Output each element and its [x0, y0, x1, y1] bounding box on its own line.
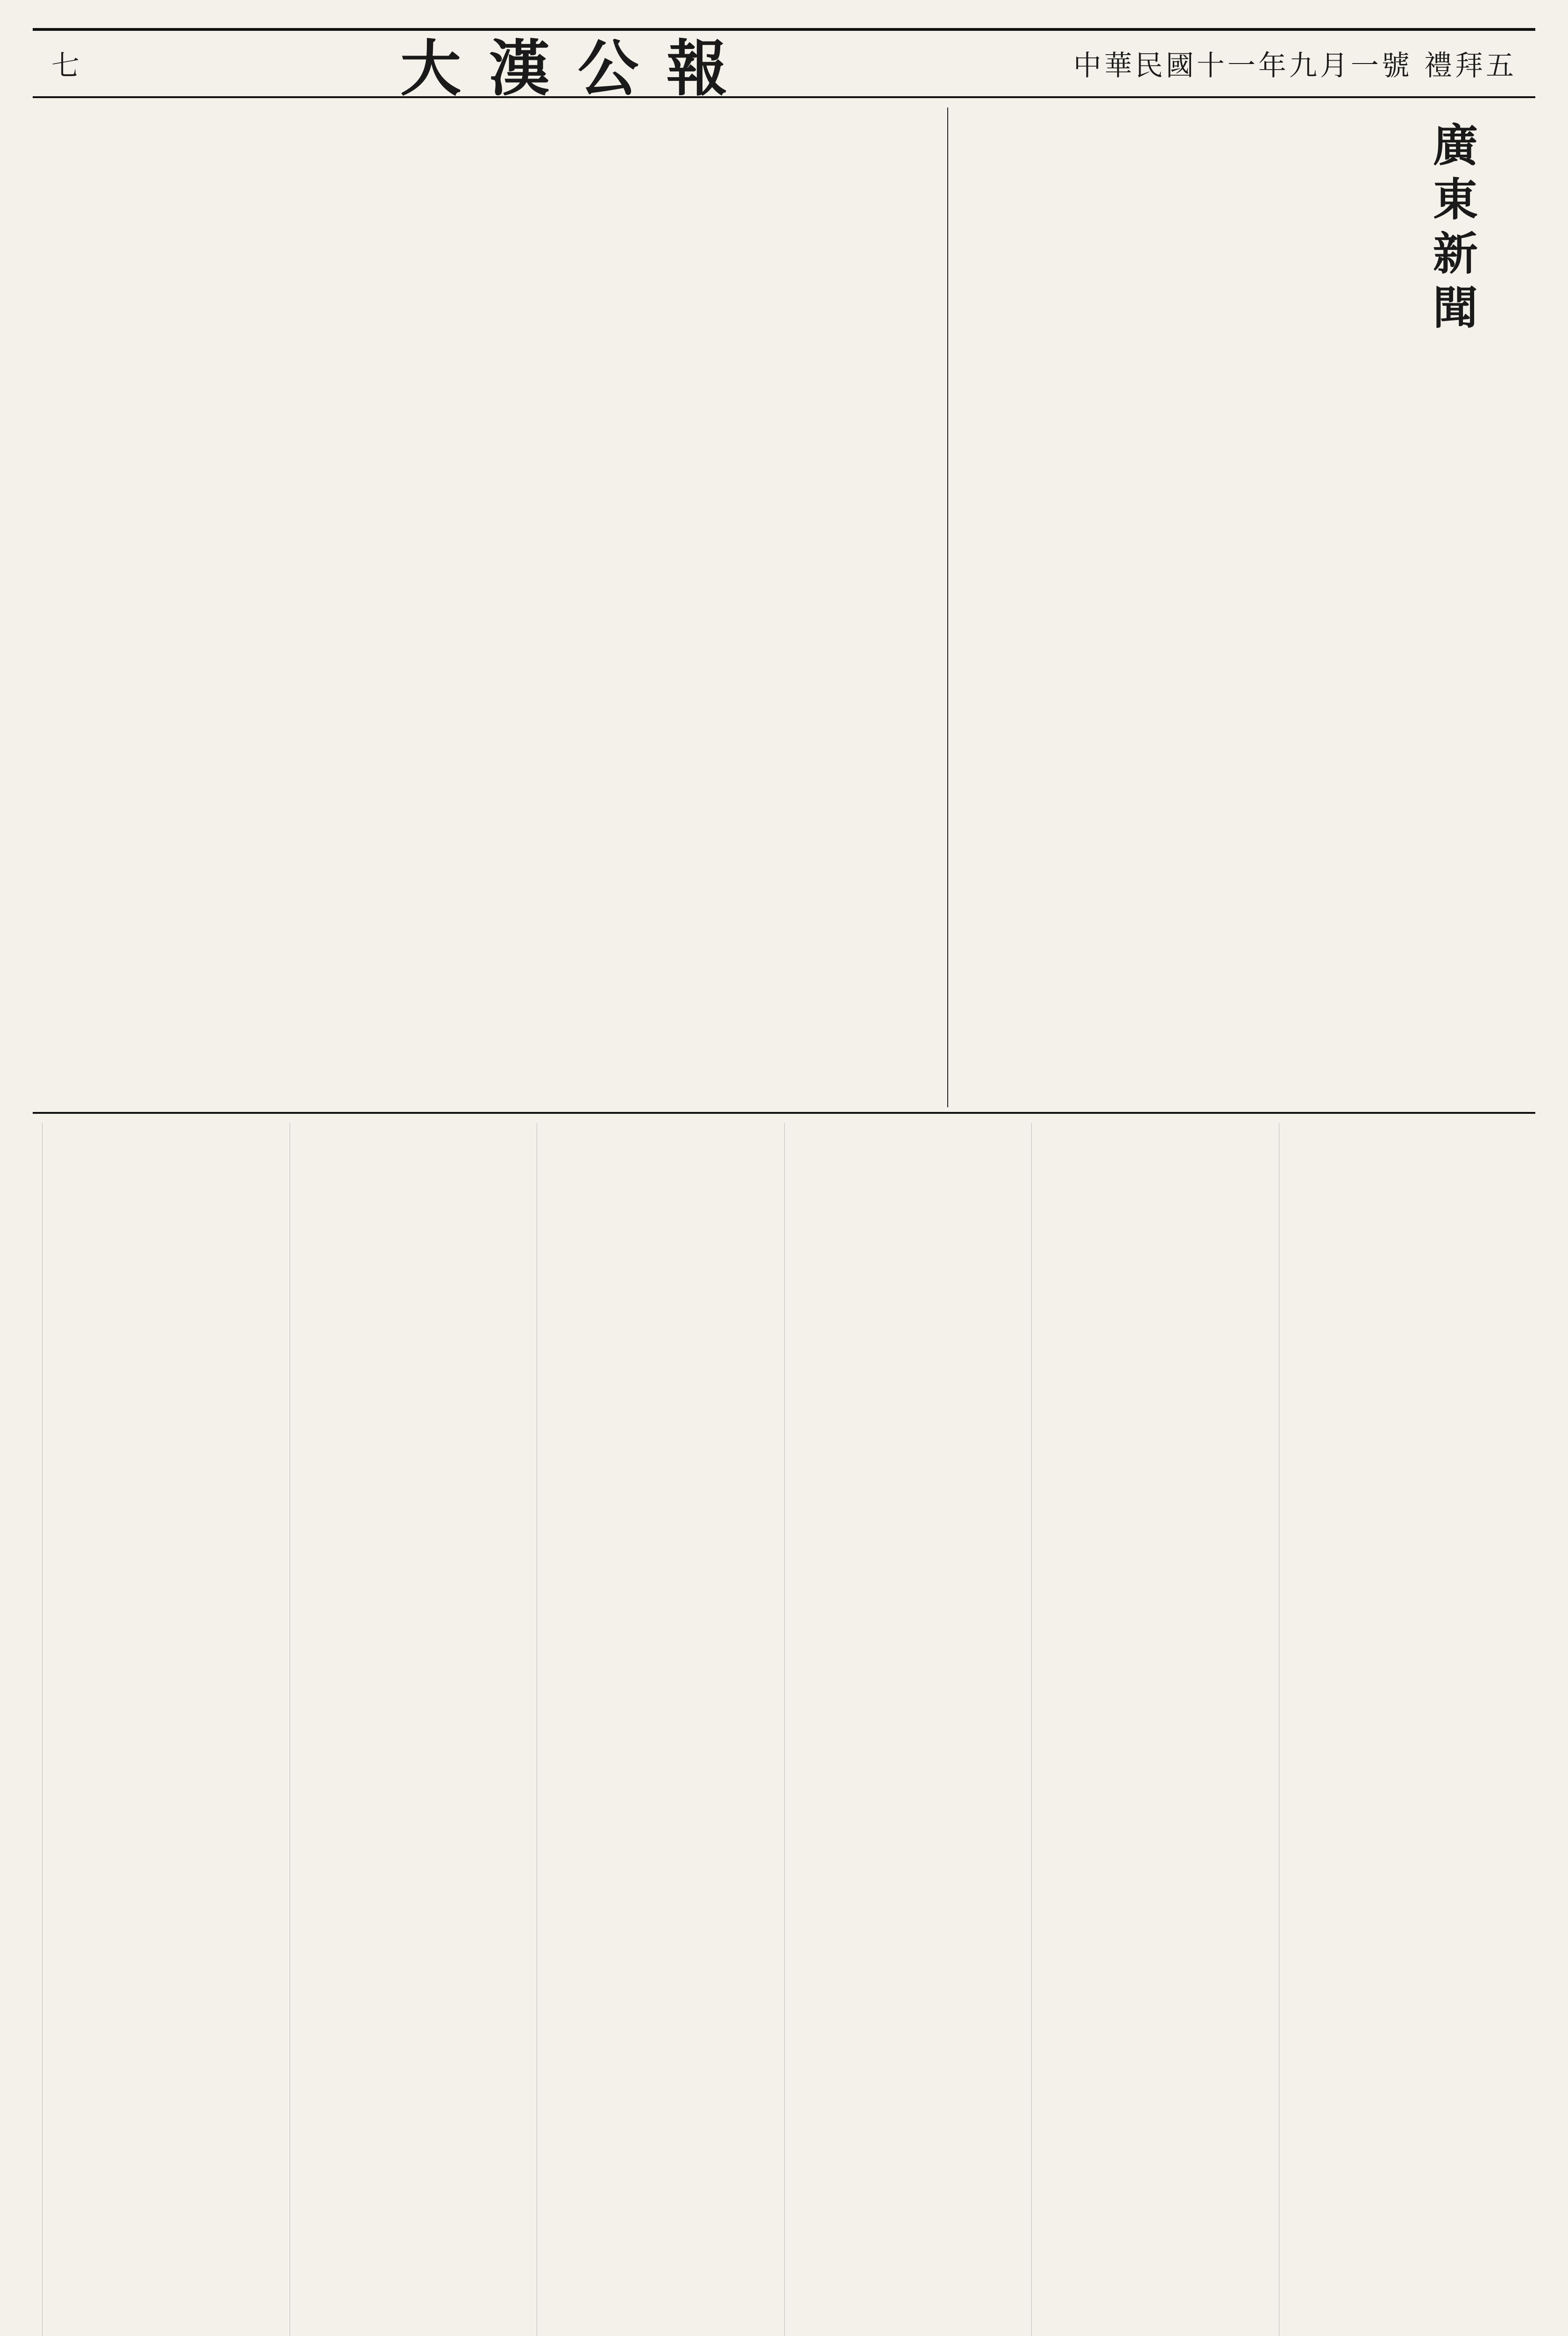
news-section-body — [962, 121, 1451, 1093]
issue-date — [1073, 43, 1517, 84]
masthead — [33, 28, 1535, 104]
date-text: 中華民國十一年九月一號 — [1073, 50, 1412, 82]
name-list-column — [1031, 1123, 1279, 2336]
newspaper-page — [33, 28, 1535, 2336]
name-list-column — [537, 1123, 784, 2336]
name-list-column — [290, 1123, 537, 2336]
lower-name-lists — [33, 1112, 1535, 2336]
advertisement-body — [47, 121, 863, 1093]
name-list-column — [1279, 1123, 1526, 2336]
page-number: 七 — [51, 50, 82, 82]
weekday-text: 禮拜五 — [1424, 50, 1517, 82]
upper-half — [33, 107, 1535, 1107]
news-section-heading: 廣東新聞 — [1426, 121, 1479, 338]
advertisement-section — [33, 107, 948, 1107]
paper-title: 大漢公報 — [400, 32, 755, 104]
name-list-column — [42, 1123, 290, 2336]
news-section — [948, 107, 1535, 1107]
name-list-column — [784, 1123, 1032, 2336]
name-list-grid — [42, 1123, 1526, 2336]
